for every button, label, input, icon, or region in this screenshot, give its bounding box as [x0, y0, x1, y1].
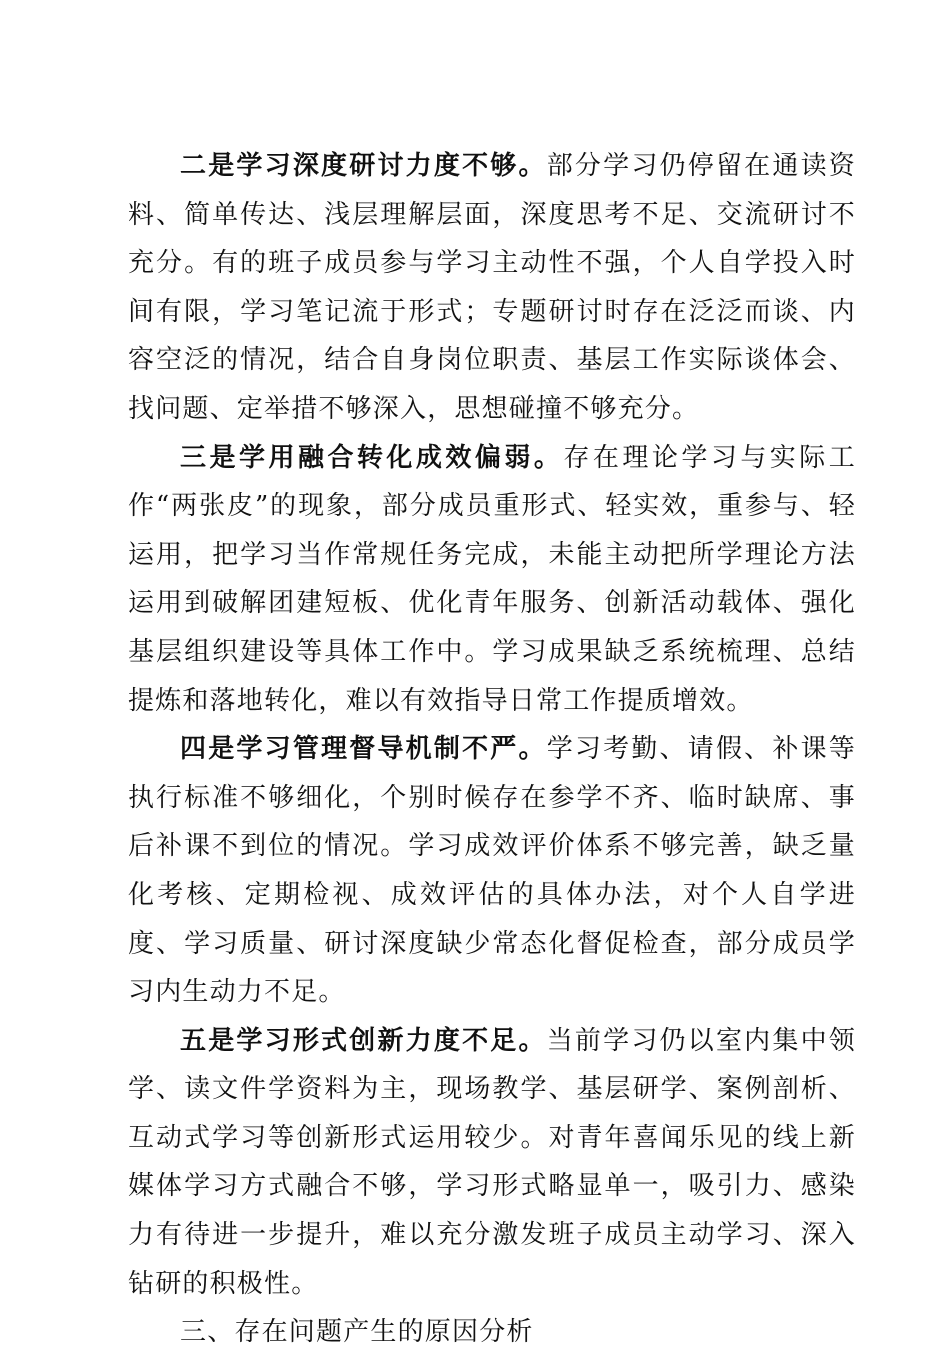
document-page: [128, 142, 856, 1357]
paragraph-body: 存在理论学习与实际工作“两张皮”的现象，部分成员重形式、轻实效，重参与、轻运用，把学习当作常规任务完成，未能主动把所学理论方法运用到破解团建短板、优化青年服务、创新活动载体、强化基层组织建设等具体工作中。学习成果缺乏系统梳理、总结提炼和落地转化，难以有效指导日常工作提质增效。: [128, 442, 856, 716]
paragraph-lead: 四是学习管理督导机制不严。: [180, 734, 547, 765]
section-heading: 三、存在问题产生的原因分析: [180, 1317, 534, 1348]
paragraph-lead: 二是学习深度研讨力度不够。: [180, 151, 547, 181]
paragraph-study-depth: [128, 142, 856, 434]
paragraph-body: 学习考勤、请假、补课等执行标准不够细化，个别时候存在参学不齐、临时缺席、事后补课不到位的情况。学习成效评价体系不够完善，缺乏量化考核、定期检视、成效评估的具体办法，对个人自学进度、学习质量、研讨深度缺少常态化督促检查，部分成员学习内生动力不足。: [128, 734, 857, 1008]
paragraph-body: 当前学习仍以室内集中领学、读文件学资料为主，现场教学、基层研学、案例剖析、互动式学习等创新形式运用较少。对青年喜闻乐见的线上新媒体学习方式融合不够，学习形式略显单一，吸引力、感染力有待进一步提升，难以充分激发班子成员主动学习、深入钻研的积极性。: [128, 1025, 857, 1299]
paragraph-lead: 三是学用融合转化成效偏弱。: [180, 442, 564, 473]
paragraph-study-innovation: [128, 1017, 856, 1309]
paragraph-lead: 五是学习形式创新力度不足。: [180, 1025, 547, 1056]
paragraph-study-management: [128, 725, 856, 1017]
paragraph-study-application: [128, 434, 856, 726]
paragraph-body: 部分学习仍停留在通读资料、简单传达、浅层理解层面，深度思考不足、交流研讨不充分。有的班子成员参与学习主动性不强，个人自学投入时间有限，学习笔记流于形式；专题研讨时存在泛泛而谈、内容空泛的情况，结合自身岗位职责、基层工作实际谈体会、找问题、定举措不够深入，思想碰撞不够充分。: [128, 151, 857, 424]
